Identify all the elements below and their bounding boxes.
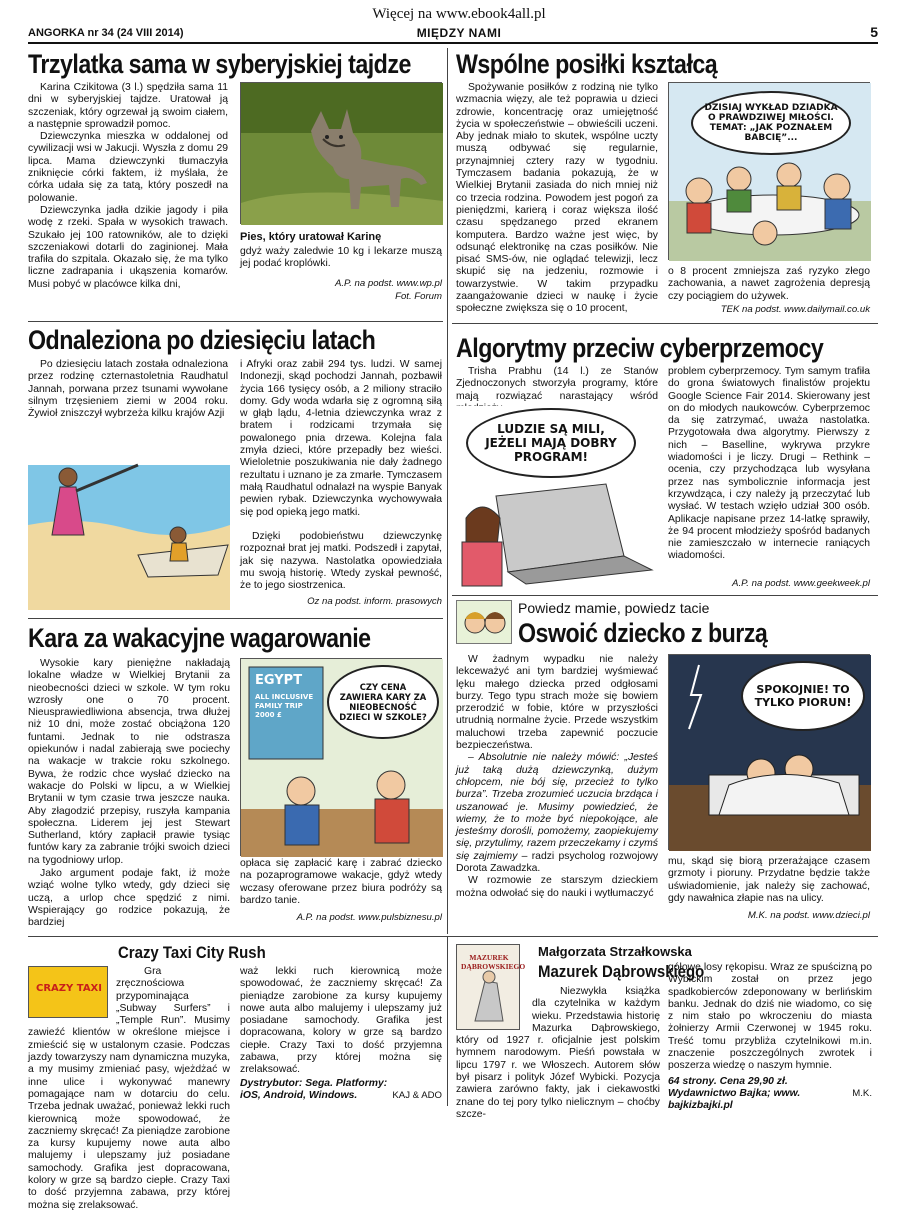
article-lead: Trisha Prabhu (14 l.) ze Stanów Zjednoczonych stworzyła programy, które mają rozwiązać narastający wśród xyxy=(456,366,658,402)
article-body: Wysokie kary pieniężne nakładają lokalne władze w Wielkiej Brytanii za nieobecności dzieci w szkole. W tym roku wzrosły one o 70 procent. Nieusprawiedliwiona absencja, trwa dłużej niż 10 dni, może zostać obciążona 120 funtami. Jednak to nie odstrasza opiekunów i nadal zabierają swe pociechy na wakacje w trakcie roku szkolnego. Bywa, że rodzic chce wysłać dziecko na wakacje do Polski w lipcu, a w Wielkiej Brytanii w tym czasie trwa jeszcze nauka. Aby złagodzić przepisy, ruszyła kampania społeczna. Liderem jej jest Stewart Sutherland, który zapłacił prawie tysiąc funtów kary za zabranie trójki swoich dzieci na tygodniowy urlop. xyxy=(28,658,230,866)
article-body-b: Jako argument podaje fakt, iż może wziąć wolne tylko wtedy, gdy dzieci się uczą, a urlop chce spędzić z nimi. Wspierający go rodzice pokazują, że bardziej xyxy=(28,868,230,929)
tsunami-cartoon xyxy=(28,425,230,610)
book-author: Małgorzata Strzałkowska xyxy=(538,944,692,959)
review-distributor: Dystrybutor: Sega. Platformy: iOS, Android, Windows. xyxy=(240,1078,388,1101)
article-title: Odnaleziona po dziesięciu latach xyxy=(28,325,376,355)
column-divider xyxy=(447,936,448,1106)
article-body: Karina Czikitowa (3 l.) spędziła sama 11 dni w syberyjskiej tajdze. Uratował ją szczeniak, który ogrzewał ją swoim ciałem, a następnie sprowadził pomoc. Dziewczynka mieszka w oddalonej od cywilizacji wsi w Jakucji. Wyszła z domu 29 lipca. Mama dziewczynki tłumaczyła zniknięcie córki faktem, iż myślała, że córka udała się za tatą, który poszedł na polowanie. Dziewczynka jadła dzikie jagody i piła wodę z rzeki. Spała w wysokich trawach. Szukało jej 100 ratowników, ale to dzięki szczeniakowi dotarli do zaginionej. Mała trafiła do szpitala. Okazało się, że ma tylko liczne zadrapania i ukąszenia komarów. Musi pobyć w placówce kilka dni, xyxy=(28,82,228,290)
article-source: Oz na podst. inform. prasowych xyxy=(307,596,442,607)
article-source: TEK na podst. www.dailymail.co.uk xyxy=(720,304,870,315)
speech-bubble: SPOKOJNIE! TO TYLKO PIORUN! xyxy=(741,661,865,731)
column-kicker: Powiedz mamie, powiedz tacie xyxy=(518,600,710,616)
article-source: M.K. na podst. www.dzieci.pl xyxy=(747,910,870,921)
book-title: Mazurek Dąbrowskiego xyxy=(538,962,705,981)
section-divider xyxy=(452,595,878,596)
game-logo: CRAZY TAXI xyxy=(28,966,108,1018)
storm-cartoon xyxy=(668,654,870,850)
family-dinner-cartoon xyxy=(668,82,870,260)
book-review-signature: M.K. xyxy=(852,1088,872,1099)
section-divider xyxy=(28,321,443,322)
article-title: Kara za wakacyjne wagarowanie xyxy=(28,623,371,653)
column-logo-icon xyxy=(456,600,512,644)
article-body: i Afryki oraz zabił 294 tys. ludzi. W samej Indonezji, skąd pochodzi Jannah, pozbawił życia 166 tysięcy osób, a 2 miliony straciło domy. Gdy woda wdarła się z ogromną siłą w głąb lądu, 4-letnia dziewczynka wraz z bratem i rodzicami trzymała się powalonego pnia drzewa. Kolejna fala zmyła dzieci, które przepadły bez wieści. Wieloletnie poszukiwania nie dały żadnego rezultatu i uznano je za zmarłe. Tymczasem małą Raudhatul odnalazł na wyspie Banyak pewien rybak. Dziewczynka wychowywała się pod opieką jego matki. xyxy=(240,359,442,518)
article-body-cont: gdyż waży zaledwie 10 kg i lekarze muszą jej podać kroplówki. xyxy=(240,246,442,270)
book-review-body: Niezwykła książka dla czytelnika w każdym wieku. Przedstawia historię Mazurka Dąbrowskiego, który od 1927 r. oficjalnie jest polskim hymnem narodowym. Pieśń powstała w lipcu 1797 r. we Włoszech. Autorem słów był pisarz i polityk Józef Wybicki. Pozycja zawiera zarówno fakty, jak i ciekawostki znane do tej pory tylko nielicznym – choćby szcze- xyxy=(456,986,660,1120)
speech-bubble: LUDZIE SĄ MILI, JEŻELI MAJĄ DOBRY PROGRAM! xyxy=(466,408,636,478)
article-title: Trzylatka sama w syberyjskiej tajdze xyxy=(28,49,411,79)
sign-egypt: EGYPT xyxy=(255,673,303,688)
speech-bubble: DZISIAJ WYKŁAD DZIADKA O PRAWDZIWEJ MIŁOŚCI. TEMAT: „JAK POZNAŁEM BABCIĘ”... xyxy=(691,91,851,155)
review-body-cont: waż lekki ruch kierownicą może spowodować, że zaczniemy skręcać! Za pieniądze zarobione za kursy kupujemy nowe auta albo malujemy i ulepszamy już posiadane samochody. Grafika jest dopracowana, kolory w grze są bardzo ciepłe. Crazy Taxi to dość przyjemna zabawa, przy której można się zrelaksować. xyxy=(240,966,442,1076)
section-divider xyxy=(28,618,443,619)
column-divider xyxy=(447,48,448,934)
article-body-cont: mu, skąd się biorą przerażające czasem grzmoty i pioruny. Przydatne będzie także uświadomienie, jak należy się zachować, gdy nawałnica złapie nas na ulicy. xyxy=(668,856,870,904)
article-body-cont: opłaca się zapłacić karę i zabrać dziecko na pozaprogramowe wakacje, gdyż wtedy wczasy oferowane przez biura podróży są bardzo tanie. xyxy=(240,858,442,906)
article-body-cont: o 8 procent zmniejsza zaś ryzyko złego zachowania, a nawet zagrożenia depresją czy pociągiem do używek. xyxy=(668,266,870,302)
article-source: A.P. na podst. www.pulsbiznesu.pl xyxy=(296,912,442,923)
book-review-body-cont: gółowe losy rękopisu. Wraz ze spuścizną po Wybickim został on przez jego spadkobierców zdeponowany w berlińskim banku. Jednak do dziś nie wiadomo, co się z nim stało po wkroczeniu do miasta żołnierzy Armii Czerwonej w 1945 roku. Treść tomu przybliża czytelnikowi m.in. znaczenie poszczególnych zwrotek i poszerza wiedzę o naszym hymnie. xyxy=(668,962,872,1072)
article-lead: Po dziesięciu latach została odnaleziona przez rodzinę czternastoletnia Raudhatul Jannah, porwana przez tsunami wywołane silnym trzęsieniem ziemi w 2004 roku. Żywioł zniszczył wybrzeża kilku krajów Azji xyxy=(28,359,228,420)
article-body: W żadnym wypadku nie należy lekceważyć ani tym bardziej wyśmiewać lęku małego dziecka przed odgłosami burzy. Tego typu strach może się bowiem przerodzić w fobie, które w przyszłości utrudnią normalne życie. Przede wszystkim maluchowi trzeba zapewnić poczucie bezpieczeństwa. – Absolutnie nie należy mówić: „Jesteś już taką dużą dziewczynką, dużym chłopcem, nie bój się, przecież to tylko burza”. Trzeba zrozumieć uczucia brzdąca i uszanować je. Musimy powiedzieć, że wiemy, że to może być niepokojące, ale jesteśmy dorośli, pomożemy, zaopiekujemy się, przytulimy, razem przeczekamy i czymś się zajmiemy – radzi psycholog rozwojowy Dorota Zawadzka. W rozmowie ze starszym dzieckiem można odwołać się do nauki i wytłumaczyć xyxy=(456,654,659,899)
article-title: Wspólne posiłki kształcą xyxy=(456,49,718,79)
review-signature: KAJ & ADO xyxy=(392,1090,442,1101)
article-source: A.P. na podst. www.geekweek.pl xyxy=(732,578,870,589)
article-body: Spożywanie posiłków z rodziną nie tylko wzmacnia więzy, ale też poprawia u dzieci zdrowie, koncentrację oraz umiejętność życia w społeczeństwie – obwieścili uczeni. Aby jednak miało to skutek, wspólne uczty muszą odbywać się regularnie, przynajmniej cztery razy w tygodniu. Tymczasem badania pokazują, że w Wielkiej Brytanii zasiada do nich mniej niż co trzecia rodzina. Powodem jest pogoń za pieniędzmi, karierą i coraz większa ilość czasu spędzanego przed ekranem komputera. Bardzo ważne jest więc, by odsunąć elektronikę na czas posiłków. Nie pisać SMS-ów, nie oglądać telewizji, lecz skupić się na jedzeniu, rozmowie i towarzystwie. W takim przypadku zaangażowanie dzieci w naukę i życie społeczne zwiększa się o 10 procent, xyxy=(456,82,658,315)
dog-photo xyxy=(240,82,442,224)
photo-caption: Pies, który uratował Karinę xyxy=(240,231,382,243)
article-source: A.P. na podst. www.wp.pl xyxy=(334,278,442,289)
speech-bubble: CZY CENA ZAWIERA KARY ZA NIEOBECNOŚĆ DZIECI W SZKOLE? xyxy=(327,665,439,739)
section-divider xyxy=(28,936,878,937)
travel-agency-cartoon xyxy=(240,658,442,856)
page-number: 5 xyxy=(870,24,878,40)
section-title: MIĘDZY NAMI xyxy=(416,26,502,40)
article-body-2: Dzięki podobieństwu dziewczynkę rozpoznał brat jej matki. Podszedł i zapytał, jak się nazywa. Nastolatka opowiedziała mu swoją historię. Wtedy zyskał pewność, że to jego siostrzenica. xyxy=(240,531,442,592)
article-title: Oswoić dziecko z burzą xyxy=(518,618,768,648)
section-divider xyxy=(452,323,878,324)
review-body: Gra zręcznościowa przypominająca „Subway Surfers” i „Temple Run”. Musimy zawieźć klientów w określone miejsce i zmieścić się w ustalonym czasie. Podczas jazdy towarzyszy nam dynamiczna muzyka, a my musimy zmieniać pasy, wjeżdżać w inne ulice i wykonywać manewry pomagające nam w dotarciu do celu. Trzeba jednak uważać, ponieważ lekki ruch kierownicą może spowodować, że zaczniemy skręcać! Za pieniądze zarobione za kursy kupujemy nowe auta albo malujemy i ulepszamy już posiadane samochody. Grafika jest dopracowana, kolory w grze są bardzo ciepłe. Crazy Taxi to dość przyjemna zabawa, przy której można się zrelaksować. xyxy=(28,966,230,1211)
article-title: Algorytmy przeciw cyberprzemocy xyxy=(456,333,824,363)
book-info: 64 strony. Cena 29,90 zł. Wydawnictwo Bajka; www. bajkizbajki.pl xyxy=(668,1076,801,1111)
sign-offer: ALL INCLUSIVE FAMILY TRIP 2000 £ xyxy=(255,693,314,719)
book-cover: MAZUREK DĄBROWSKIEGO xyxy=(456,944,520,1030)
laptop-cartoon xyxy=(456,406,658,586)
issue-info: ANGORKA nr 34 (24 VIII 2014) xyxy=(28,27,184,39)
article-body: problem cyberprzemocy. Tym samym trafiła do grona światowych finalistów projektu Google Science Fair 2014. Skierowany jest on do młodych naukowców. Cyberprzemoc da się zatrzymać, uważa nastolatka. Przygotowała dwa algorytmy. Pierwszy z nich – Baselline, wykrywa przykre wiadomości i je liczy. Drugi – Rethink – ocenia, czy przychodząca lub wysyłana przez nas symbolicznie informacja jest krzywdząca, i czy należy ją przeczytać lub wysłać. W testach wzięło udział 300 osób. Aplikacje napisane przez 14-latkę sprawiły, że 94 procent młodzieży spośród badanych nie zamieszczało w internecie raniących wiadomości. xyxy=(668,366,870,562)
watermark: Więcej na www.ebook4all.pl xyxy=(372,6,546,22)
review-title: Crazy Taxi City Rush xyxy=(118,943,266,962)
header-rule xyxy=(28,42,878,44)
photo-credit: Fot. Forum xyxy=(395,291,442,302)
